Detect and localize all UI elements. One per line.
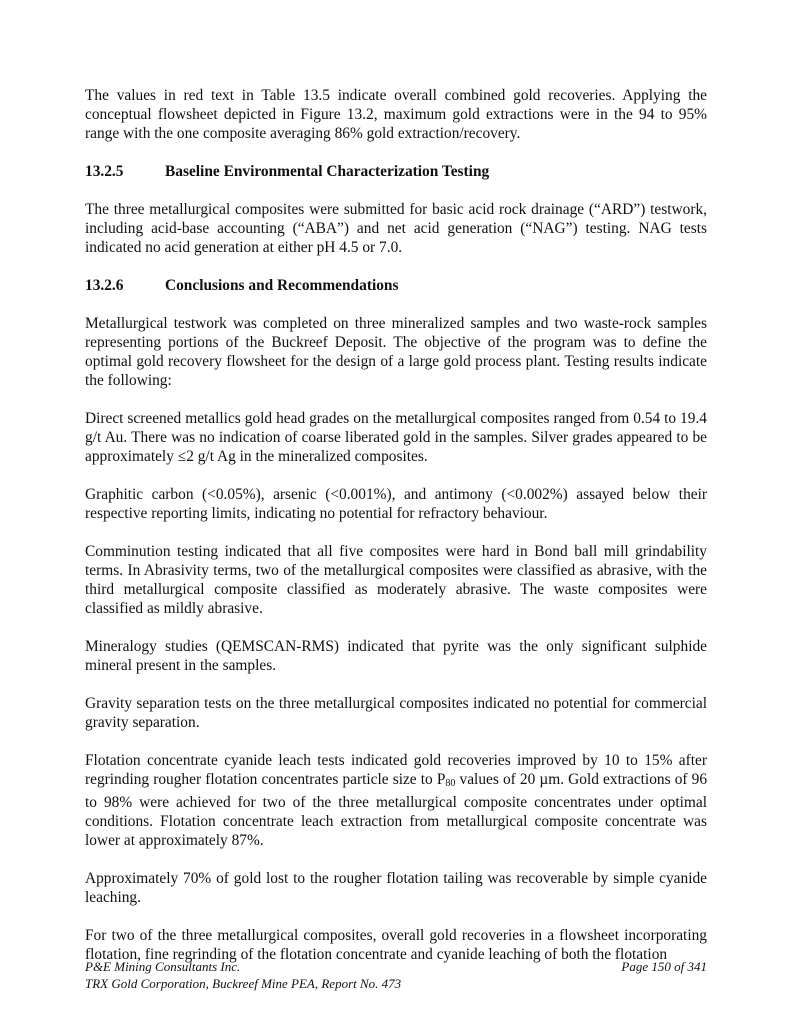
paragraph: The three metallurgical composites were submitted for basic acid rock drainage (“ARD”) testwork, including acid-base accounting (“ABA”) and net acid generation (“NAG”) testing. NAG tests indicated no acid generation at either pH 4.5 or 7.0. [85,201,707,256]
section-title: Baseline Environmental Characterization Testing [165,163,490,180]
paragraph [85,751,707,850]
paragraph: Direct screened metallics gold head grades on the metallurgical composites ranged from 0.54 to 19.4 g/t Au. There was no indication of coarse liberated gold in the samples. Silver grades appeared to be approximately ≤2 g/t Ag in the mineralized composites. [85,410,707,465]
page-number: Page 150 of 341 [621,959,707,974]
paragraph: Graphitic carbon (<0.05%), arsenic (<0.001%), and antimony (<0.002%) assayed below their respective reporting limits, indicating no potential for refractory behaviour. [85,486,707,522]
text: Flotation concentrate cyanide leach tests indicated gold recoveries improved by 10 to 15% after regrinding rougher flotation concentrates particle size to P [85,752,707,788]
paragraph: For two of the three metallurgical composites, overall gold recoveries in a flowsheet incorporating flotation, fine regrinding of the flotation concentrate and cyanide leaching of both the flotation [85,927,707,963]
section-heading [85,276,707,295]
text: values of 20 µm. Gold extractions of 96 to 98% were achieved for two of the three metallurgical composite concentrates under optimal conditions. Flotation concentrate leach extraction from metallurgical composite concentrate was lower at approximately 87%. [85,771,708,849]
paragraph: Approximately 70% of gold lost to the rougher flotation tailing was recoverable by simple cyanide leaching. [85,870,707,906]
paragraph: The values in red text in Table 13.5 indicate overall combined gold recoveries. Applying the conceptual flowsheet depicted in Figure 13.2, maximum gold extractions were in the 94 to 95% range with the one composite averaging 86% gold extraction/recovery. [85,87,707,142]
footer-report: TRX Gold Corporation, Buckreef Mine PEA, Report No. 473 [85,976,402,991]
subscript: 80 [445,778,456,789]
page-footer [85,958,707,992]
footer-company: P&E Mining Consultants Inc. [85,959,241,974]
section-heading [85,162,707,181]
section-number: 13.2.6 [85,277,124,294]
paragraph: Comminution testing indicated that all five composites were hard in Bond ball mill grindability terms. In Abrasivity terms, two of the metallurgical composites were classified as abrasive, with the third metallurgical composite classified as moderately abrasive. The waste composites were classified as mildly abrasive. [85,543,707,617]
section-number: 13.2.5 [85,163,124,180]
paragraph: Gravity separation tests on the three metallurgical composites indicated no potential for commercial gravity separation. [85,695,707,731]
paragraph: Mineralogy studies (QEMSCAN-RMS) indicated that pyrite was the only significant sulphide mineral present in the samples. [85,638,707,674]
paragraph: Metallurgical testwork was completed on three mineralized samples and two waste-rock samples representing portions of the Buckreef Deposit. The objective of the program was to define the optimal gold recovery flowsheet for the design of a large gold process plant. Testing results indicate the following: [85,315,707,389]
section-title: Conclusions and Recommendations [165,277,399,294]
document-body [85,86,707,983]
